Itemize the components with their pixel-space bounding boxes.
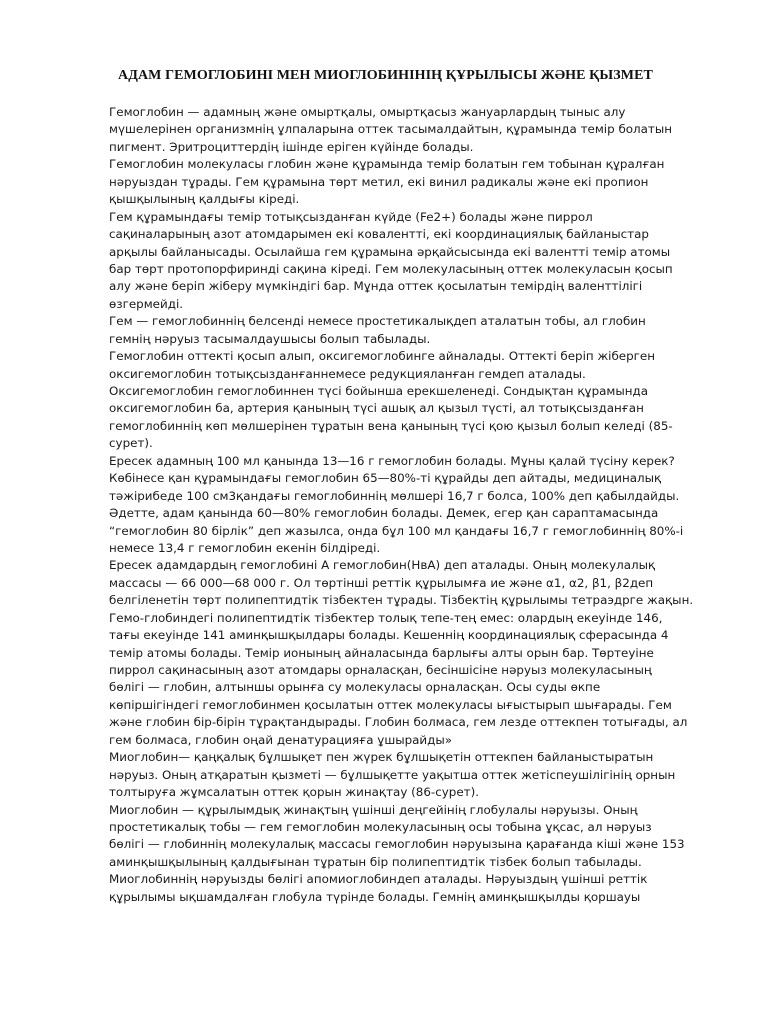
text-line: нәруыз. Оның атқаратын қызметі — бұлшықетте уақытша оттек жетіспеушілігінің орнын	[109, 767, 676, 782]
text-line: бар төрт протопорфиринді сақина кіреді. Гем молекуласының оттек молекуласын қосып	[109, 261, 673, 276]
text-line: аминқышқылының қалдығынан тұратын бір полипептидтік тізбек болып табылады.	[109, 854, 642, 869]
text-line: белгіленетін төрт полипептидтік тізбектен тұрады. Тізбектің құрылымы тетраэдрге жақын.	[109, 593, 694, 608]
text-line: өзгермейді.	[109, 296, 184, 311]
text-line: толтыруға жұмсалатын оттек қорын жинақтау (86-сурет).	[109, 785, 479, 800]
text-line: оксигемоглобин тотықсызданғаннемесе редукцияланған гемдеп аталады.	[109, 366, 586, 381]
text-line: Гем — гемоглобиннің белсенді немесе простетикалықдеп аталатын тобы, ал глобин	[109, 314, 646, 329]
text-line: гемоглобиннің көп мөлшерінен тұратын вена қанының түсі қою қызыл болып келеді (85-	[109, 418, 673, 433]
text-line: құрылымы ықшамдалған глобула түрінде болады. Гемнің аминқышқылды қоршауы	[109, 889, 641, 904]
text-line: простетикалық тобы — гем гемоглобин молекуласының осы тобына ұқсас, ал нәруыз	[109, 819, 652, 834]
text-line: бөлігі — глобин, алтыншы орынға су молекуласы орналасқан. Осы суды өкпе	[109, 680, 601, 695]
text-line: гемнің нәруыз тасымалдаушысы болып табылады.	[109, 331, 431, 346]
text-line: оксигемоглобин ба, артерия қанының түсі ашық ал қызыл түсті, ал тотықсызданған	[109, 401, 644, 416]
text-line: массасы — 66 000—68 000 г. Ол төртінші реттік құрылымға ие және α1, α2, β1, β2деп	[109, 575, 654, 590]
text-line: және глобин бір-бірін тұрақтандырады. Глобин болмаса, гем лезде оттекпен тотығады, ал	[109, 715, 688, 730]
text-line: Гем құрамындағы темір тотықсызданған күйде (Fe2+) болады және пиррол	[109, 209, 593, 224]
text-line: немесе 13,4 г гемоглобин екенін білдіреді.	[109, 540, 381, 555]
text-line: бөлігі — глобиннің молекулалық массасы гемоглобин нәруызына қарағанда кіші және 153	[109, 837, 685, 852]
text-line: арқылы байланысады. Осылайша гем құрамына әрқайсысында екі валентті темір атомы	[109, 244, 671, 259]
text-line: көпіршігіндегі гемоглобинмен қосылатын оттек молекуласы ығыстырып шығарады. Гем	[109, 697, 672, 712]
text-line: Ересек адамның 100 мл қанында 13—16 г гемоглобин болады. Мұны қалай түсіну керек?	[109, 453, 675, 468]
text-line: Оксигемоглобин гемоглобиннен түсі бойынша ерекшеленеді. Сондықтан құрамында	[109, 384, 649, 398]
text-line: темір атомы болады. Темір ионының айналасында барлығы алты орын бар. Төртеуіне	[109, 645, 654, 660]
text-line: тағы екеуінде 141 аминқышқылдары болады. Кешеннің координациялық сферасында 4	[109, 628, 669, 643]
text-line: тәжірибеде 100 см3қандағы гемоглобиннің мөлшері 16,7 г болса, 100% деп қабылдайды.	[109, 488, 680, 503]
text-line: қышқылының қалдығы кіреді.	[109, 192, 300, 207]
text-line: пигмент. Эритроциттердің ішінде еріген күйінде болады.	[109, 139, 474, 154]
text-line: Миоглобин — құрылымдық жинақтың үшінші деңгейінің глобулалы нәруызы. Оның	[109, 802, 638, 817]
text-line: пиррол сақинасының азот атомдары орналасқан, бесіншісіне нәруыз молекуласының	[109, 663, 652, 677]
text-line: сақиналарының азот атомдарымен екі ковалентті, екі координациялық байланыстар	[109, 227, 649, 242]
text-line: Әдетте, адам қанында 60—80% гемоглобин болады. Демек, егер қан сараптамасында	[109, 506, 659, 521]
text-line: Ересек адамдардың гемоглобині А гемоглобин(НвА) деп аталады. Оның молекулалық	[109, 558, 656, 573]
text-line: “гемоглобин 80 бірлік” деп жазылса, онда бұл 100 мл қандағы 16,7 г гемоглобиннің 80%-і	[109, 523, 684, 538]
text-line: Гемоглобин — адамның және омыртқалы, омыртқасыз жануарлардың тыныс алу	[109, 105, 626, 119]
text-line: гем болмаса, глобин оңай денатурацияға ұшырайды»	[109, 732, 453, 747]
text-line: Көбінесе қан құрамындағы гемоглобин 65—80%-ті құрайды деп айтады, медициналық	[109, 471, 662, 486]
text-line: сурет).	[109, 436, 153, 451]
text-line: Гемоглобин молекуласы глобин және құрамында темір болатын гем тобынан құралған	[109, 157, 665, 172]
text-line: Гемо-глобиндегі полипептидтік тізбектер толық тепе-тең емес: олардың екеуінде 146,	[109, 610, 663, 625]
text-line: Миоглобиннің нәруызды бөлігі апомиоглобиндеп аталады. Нәруыздың үшінші реттік	[109, 872, 648, 887]
text-line: нәруыздан тұрады. Гем құрамына төрт метил, екі винил радикалы және екі пропион	[109, 174, 649, 189]
document-title: АДАМ ГЕМОГЛОБИНІ МЕН МИОГЛОБИНІНІҢ ҚҰРЫЛЫСЫ ЖӘНЕ ҚЫЗМЕТ	[118, 68, 653, 83]
text-line: Миоглобин— қаңқалық бұлшықет пен жүрек бұлшықетін оттекпен байланыстыратын	[109, 750, 654, 765]
document-body	[109, 104, 717, 906]
text-line: Гемоглобин оттекті қосып алып, оксигемоглобинге айналады. Оттекті беріп жіберген	[109, 349, 656, 364]
text-line: алу және беріп жіберу мүмкіндігі бар. Мұнда оттек қосылатын темірдің валенттілігі	[109, 279, 643, 294]
text-line: мүшелерінен организмнің ұлпаларына оттек тасымалдайтын, құрамында темір болатын	[109, 122, 673, 137]
